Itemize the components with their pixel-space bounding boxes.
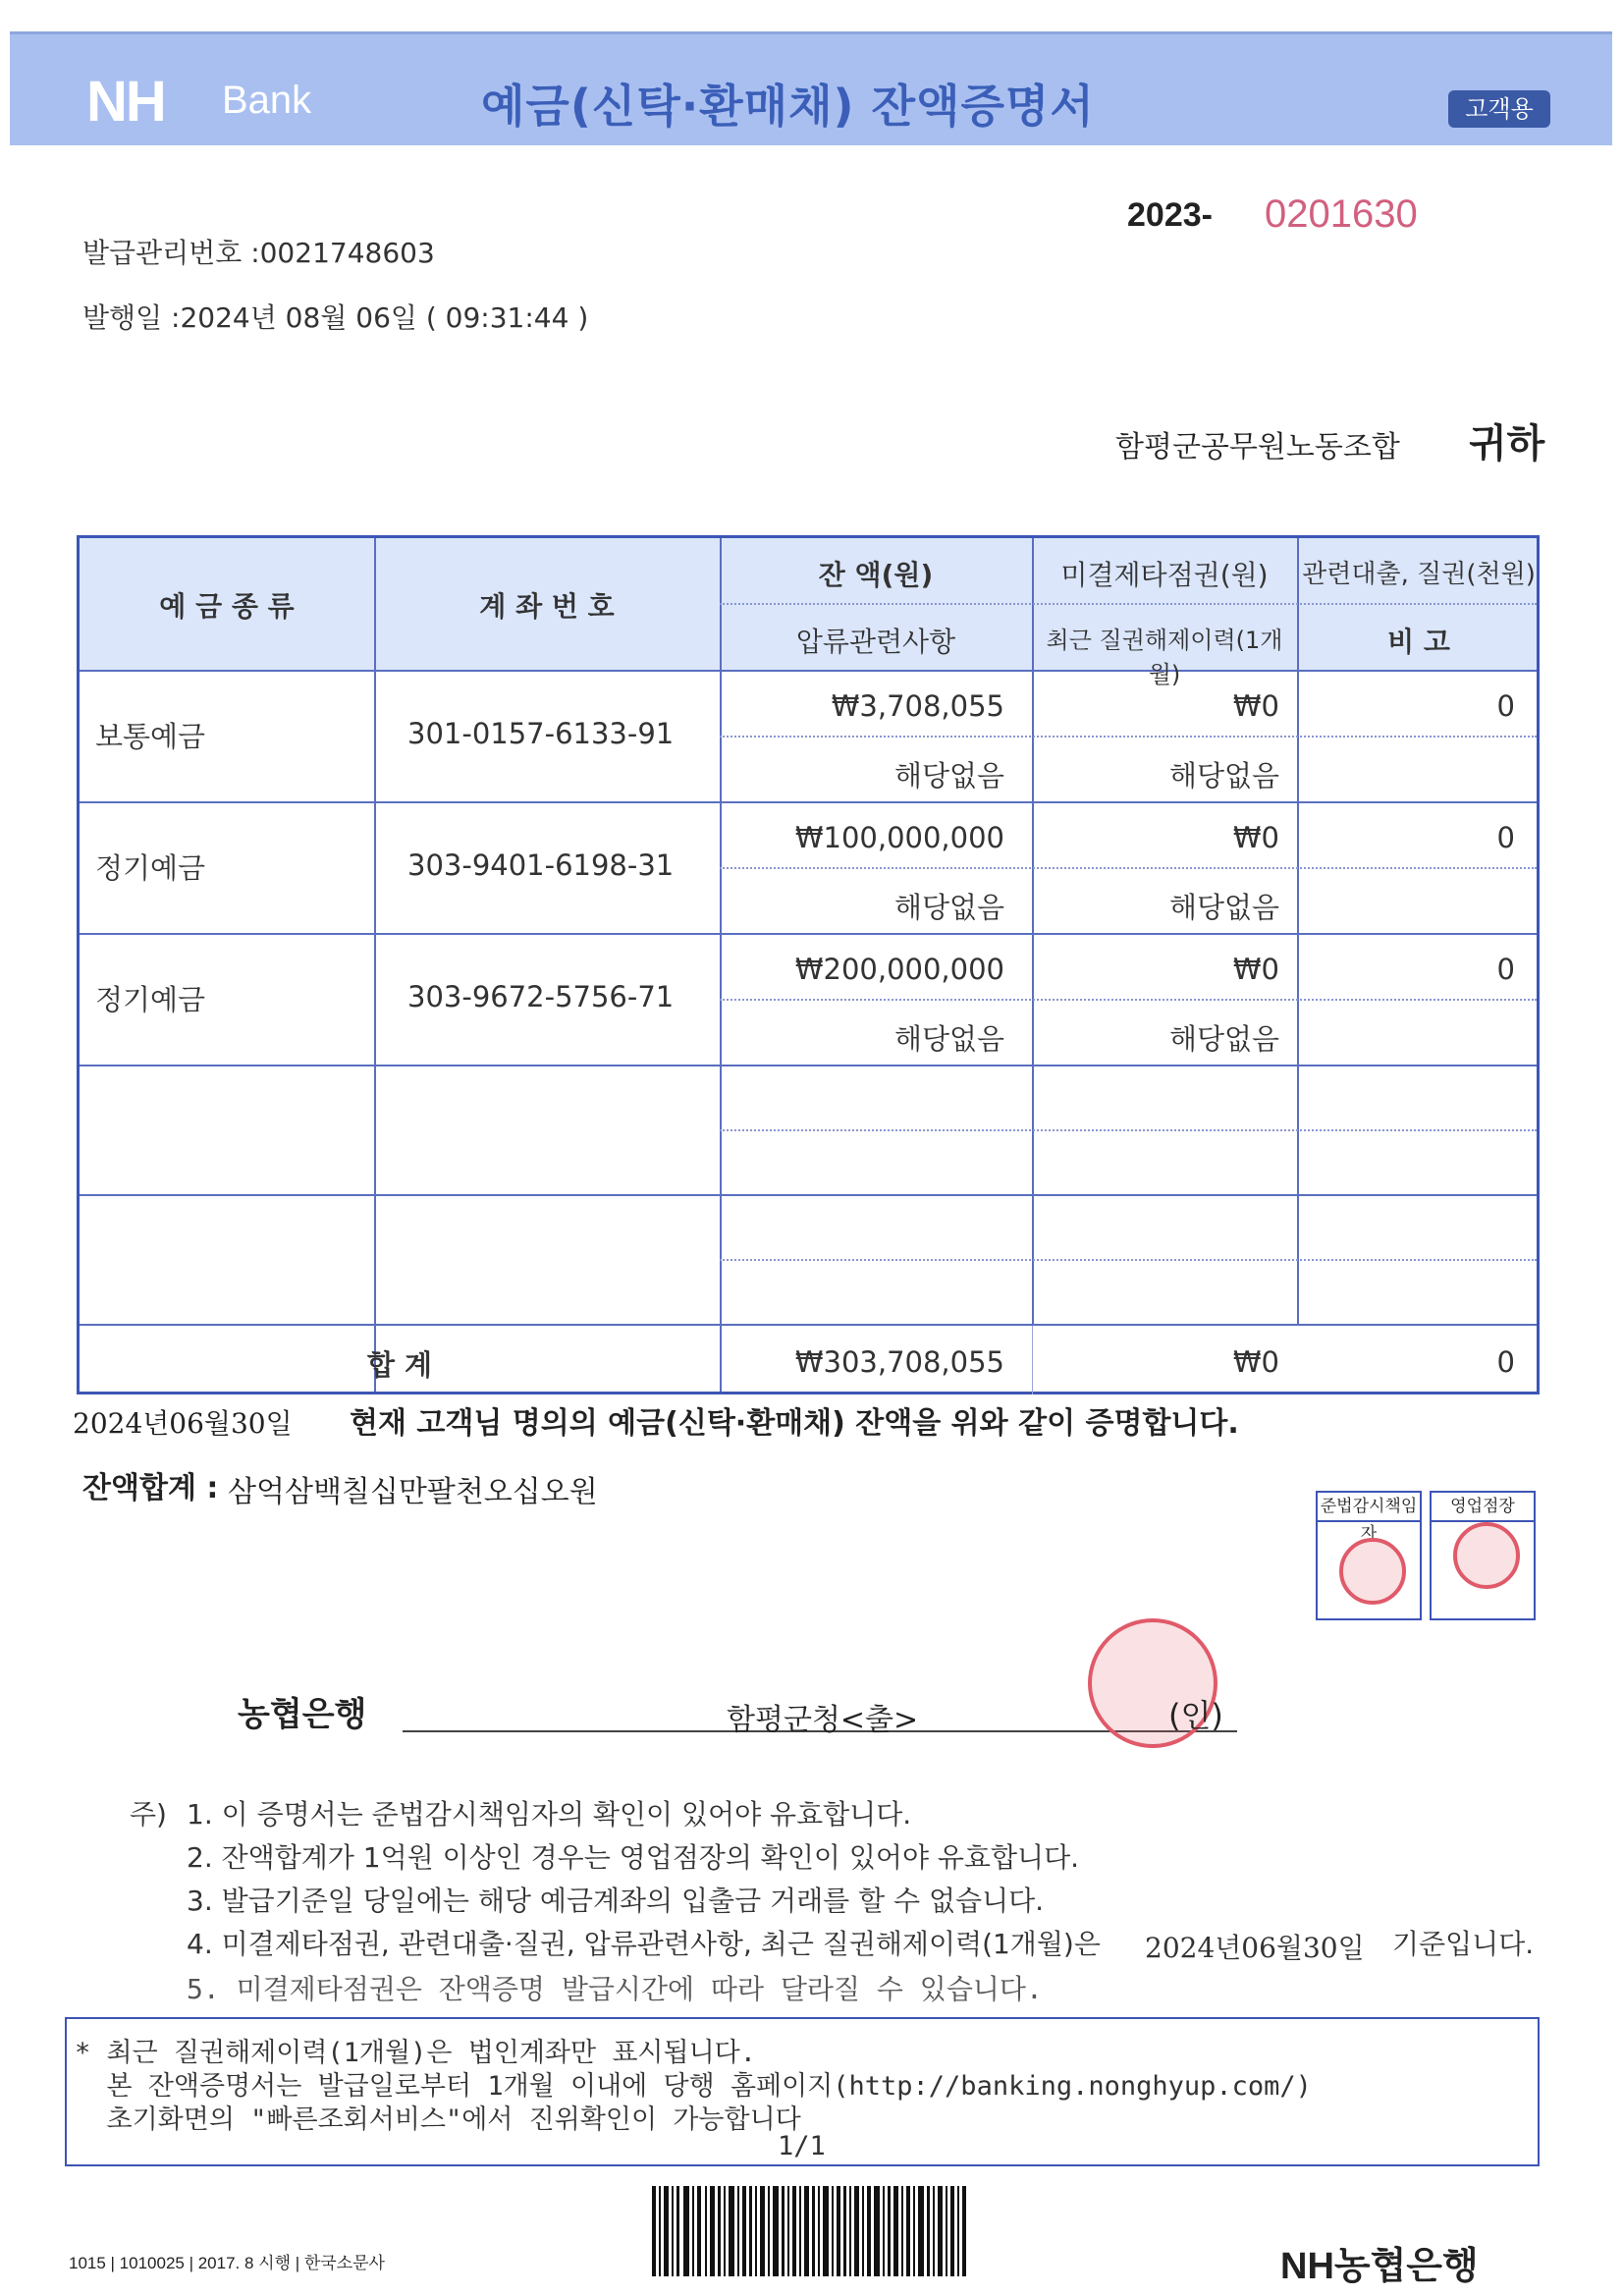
note-4-suffix: 기준입니다. (1392, 1928, 1535, 1960)
header-loans: 관련대출, 질권(천원) (1302, 560, 1536, 589)
note-3: 3. 발급기준일 당일에는 해당 예금계좌의 입출금 거래를 할 수 없습니다. (187, 1885, 1045, 1917)
row1-account: 301-0157-6133-91 (407, 717, 675, 750)
row3-seizure: 해당없음 (893, 1022, 1004, 1056)
note-4-date: 2024년06월30일 (1145, 1932, 1365, 1964)
total-label: 합 계 (366, 1348, 433, 1382)
total-loan: 0 (1496, 1345, 1515, 1379)
nh-logo: NH (86, 70, 165, 134)
branch-head-stamp-box (1430, 1491, 1536, 1620)
row2-balance: ₩100,000,000 (794, 821, 1004, 854)
note-2: 2. 잔액합계가 1억원 이상인 경우는 영업점장의 확인이 있어야 유효합니다. (187, 1841, 1080, 1874)
page-number: 1/1 (778, 2131, 826, 2161)
compliance-stamp-box (1316, 1491, 1422, 1620)
note-1: 1. 이 증명서는 준법감시책임자의 확인이 있어야 유효합니다. (187, 1798, 912, 1831)
bank-name: 농협은행 (238, 1695, 367, 1734)
row3-pledge: 해당없음 (1168, 1022, 1279, 1056)
total-amount-words: 삼억삼백칠십만팔천오십오원 (228, 1475, 598, 1509)
seal-mark: (인) (1168, 1697, 1223, 1734)
header-deposit-type: 예 금 종 류 (159, 590, 295, 623)
note-4: 4. 미결제타점권, 관련대출·질권, 압류관련사항, 최근 질권해제이력(1개월)은 (187, 1928, 1101, 1960)
branch-head-stamp-label: 영업점장 (1432, 1493, 1534, 1522)
header-pledge-release: 최근 질권해제이력(1개월) (1046, 627, 1283, 688)
branch-head-seal (1453, 1522, 1520, 1589)
row3-account: 303-9672-5756-71 (407, 980, 675, 1013)
notes-prefix: 주) (130, 1798, 167, 1831)
verification-line-3: 초기화면의 "빠른조회서비스"에서 진위확인이 가능합니다 (75, 2105, 801, 2135)
recipient-name: 함평군공무원노동조합 (1115, 430, 1400, 465)
row3-type: 정기예금 (95, 983, 206, 1016)
row1-uncleared: ₩0 (1232, 689, 1279, 723)
compliance-stamp-label: 준법감시책임자 (1318, 1493, 1420, 1522)
row1-loan: 0 (1496, 689, 1515, 723)
row1-pledge: 해당없음 (1168, 759, 1279, 793)
total-balance: ₩303,708,055 (794, 1345, 1004, 1379)
note-5: 5. 미결제타점권은 잔액증명 발급시간에 따라 달라질 수 있습니다. (187, 1973, 1043, 2005)
copy-type-badge: 고객용 (1448, 90, 1550, 128)
verification-line-2: 본 잔액증명서는 발급일로부터 1개월 이내에 당행 홈페이지(http://banking.nonghyup.com/) (75, 2071, 1312, 2102)
header-account-number: 계 좌 번 호 (479, 590, 615, 623)
row2-uncleared: ₩0 (1232, 821, 1279, 854)
header-seizure: 압류관련사항 (795, 626, 956, 658)
row3-loan: 0 (1496, 953, 1515, 986)
issue-date: 발행일 :2024년 08월 06일 ( 09:31:44 ) (82, 301, 589, 334)
document-title: 예금(신탁·환매채) 잔액증명서 (481, 80, 1095, 133)
row2-loan: 0 (1496, 821, 1515, 854)
header-remarks: 비 고 (1387, 626, 1450, 658)
row1-type: 보통예금 (95, 720, 206, 753)
form-code: 1015 | 1010025 | 2017. 8 시행 | 한국소문사 (69, 2254, 385, 2272)
branch-name: 함평군청<출> (727, 1703, 919, 1737)
serial-year: 2023- (1127, 196, 1213, 234)
serial-number: 0201630 (1265, 192, 1418, 236)
total-uncleared: ₩0 (1232, 1345, 1279, 1379)
row2-seizure: 해당없음 (893, 891, 1004, 924)
header-uncleared: 미결제타점권(원) (1060, 559, 1269, 591)
verification-line-1: * 최근 질권해제이력(1개월)은 법인계좌만 표시됩니다. (75, 2038, 757, 2068)
nh-logo-sub: Bank (222, 79, 312, 122)
management-number: 발급관리번호 :0021748603 (82, 237, 435, 269)
compliance-seal (1339, 1538, 1406, 1605)
barcode (652, 2186, 966, 2276)
certification-statement: 현재 고객님 명의의 예금(신탁·환매채) 잔액을 위와 같이 증명합니다. (350, 1406, 1239, 1441)
row1-balance: ₩3,708,055 (831, 689, 1004, 723)
verification-box (65, 2017, 1540, 2166)
recipient-honorific: 귀하 (1469, 421, 1545, 466)
row2-type: 정기예금 (95, 851, 206, 885)
total-words-label: 잔액합계 : (82, 1471, 219, 1505)
row3-balance: ₩200,000,000 (794, 953, 1004, 986)
footer-bank-logo: NH농협은행 (1280, 2246, 1479, 2287)
row2-pledge: 해당없음 (1168, 891, 1279, 924)
base-date: 2024년06월30일 (73, 1407, 293, 1440)
row2-account: 303-9401-6198-31 (407, 848, 675, 882)
row1-seizure: 해당없음 (893, 759, 1004, 793)
header-balance: 잔 액(원) (818, 559, 934, 591)
balance-table (77, 535, 1540, 1394)
row3-uncleared: ₩0 (1232, 953, 1279, 986)
